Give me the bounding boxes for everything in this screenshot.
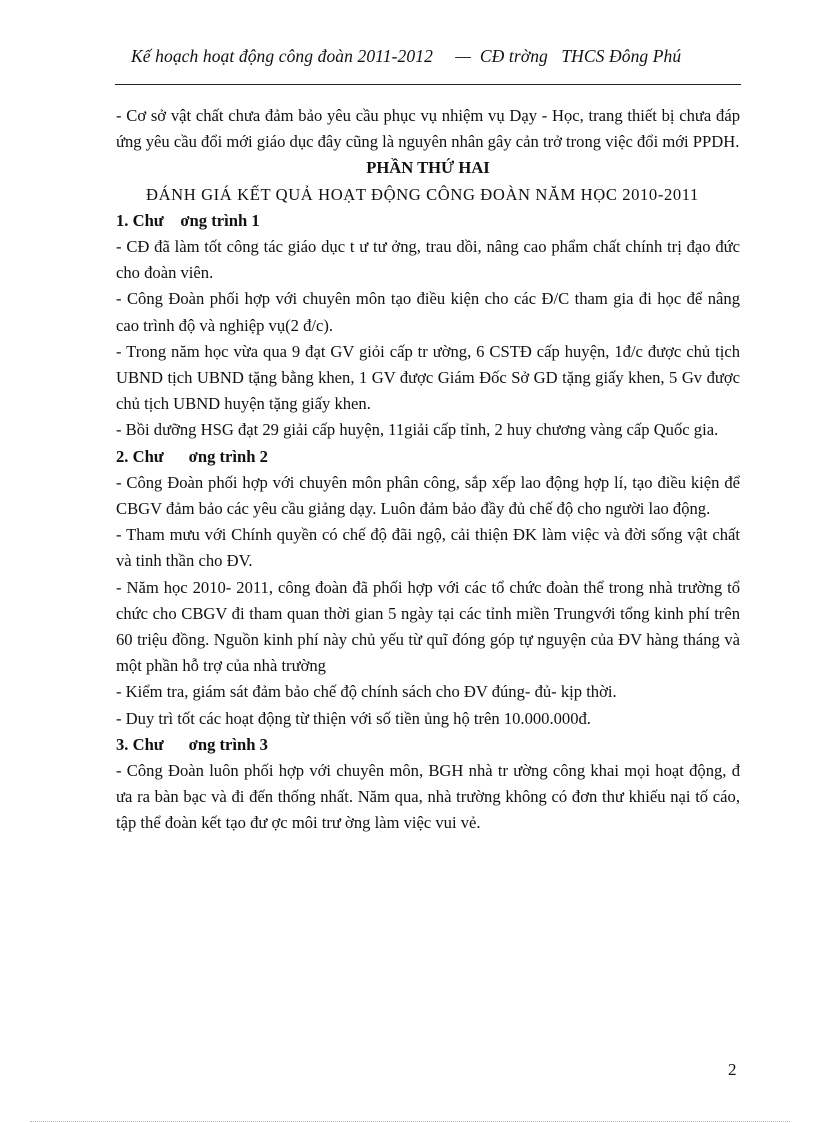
paragraph-1-3: - Trong năm học vừa qua 9 đạt GV giỏi cấp tr ường, 6 CSTĐ cấp huyện, 1đ/c được chủ tịch UBND tịch UBND tặng bằng khen, 1 GV được Giám Đốc Sở GD tặng giấy khen, 5 Gv được chủ tịch UBND huyện tặng giấy khen. bbox=[116, 341, 740, 414]
page-number: 2 bbox=[728, 1060, 737, 1079]
paragraph-3-1: - Công Đoàn luôn phối hợp với chuyên môn, BGH nhà tr ường công khai mọi hoạt động, đ ưa ra bàn bạc và đi đến thống nhất. Năm qua, nhà trường không có đơn thư khiếu nại tố cáo, tập thể đoàn kết tạo đư ợc môi trư ờng làm việc vui vẻ. bbox=[116, 761, 740, 833]
paragraph-2-3: - Năm học 2010- 2011, công đoàn đã phối hợp với các tổ chức đoàn thể trong nhà trường tổ chức cho CBGV đi tham quan thời gian 5 ngày tại các tỉnh miền Trungvới tổng kinh phí trên 60 triệu đồng. Nguồn kinh phí này chủ yếu từ quĩ đóng góp tự nguyện của ĐV hàng tháng và một phần hỗ trợ của nhà trường bbox=[116, 577, 740, 676]
paragraph-1-4: - Bồi dưỡng HSG đạt 29 giải cấp huyện, 11giải cấp tỉnh, 2 huy chương vàng cấp Quốc gia. bbox=[116, 420, 719, 440]
part-title: PHẦN THỨ HAI bbox=[366, 158, 490, 178]
paragraph-1-1: - CĐ đã làm tốt công tác giáo dục t ư tư ởng, trau dồi, nâng cao phẩm chất chính trị đạo đức cho đoàn viên. bbox=[116, 237, 740, 283]
page-header bbox=[115, 42, 741, 85]
heading-program-2: 2. Chư ơng trình 2 bbox=[116, 446, 268, 466]
section-subtitle: ĐÁNH GIÁ KẾT QUẢ HOẠT ĐỘNG CÔNG ĐOÀN NĂM HỌC 2010-2011 bbox=[146, 184, 699, 204]
paragraph-2-1: - Công Đoàn phối hợp với chuyên môn phân công, sắp xếp lao động hợp lí, tạo điều kiện để CBGV đảm bảo các yêu cầu giảng dạy. Luôn đảm bảo đầy đủ chế độ cho người lao động. bbox=[116, 472, 740, 519]
page-bottom-divider bbox=[30, 1121, 790, 1122]
document-body bbox=[116, 103, 740, 837]
paragraph-1-2: - Công Đoàn phối hợp với chuyên môn tạo điều kiện cho các Đ/C tham gia đi học để nâng cao trình độ và nghiệp vụ(2 đ/c). bbox=[116, 289, 740, 335]
paragraph-2-4: - Kiểm tra, giám sát đảm bảo chế độ chính sách cho ĐV đúng- đủ- kịp thời. bbox=[116, 682, 617, 702]
paragraph-2-2: - Tham mưu với Chính quyền có chế độ đãi ngộ, cải thiện ĐK làm việc và đời sống vật chất và tinh thần cho ĐV. bbox=[116, 525, 740, 571]
heading-program-1: 1. Chư ơng trình 1 bbox=[116, 210, 260, 230]
paragraph-2-5: - Duy trì tốt các hoạt động từ thiện với số tiền ủng hộ trên 10.000.000đ. bbox=[116, 708, 591, 728]
paragraph-intro: - Cơ sở vật chất chưa đảm bảo yêu cầu phục vụ nhiệm vụ Dạy - Học, trang thiết bị chưa đáp ứng yêu cầu đổi mới giáo dục đây cũng là nguyên nhân gây cản trở trong việc đổi mới PPDH. bbox=[116, 106, 740, 152]
heading-program-3: 3. Chư ơng trình 3 bbox=[116, 734, 268, 754]
header-title: Kế hoạch hoạt động công đoàn 2011-2012 — CĐ trờng THCS Đông Phú bbox=[131, 46, 682, 66]
